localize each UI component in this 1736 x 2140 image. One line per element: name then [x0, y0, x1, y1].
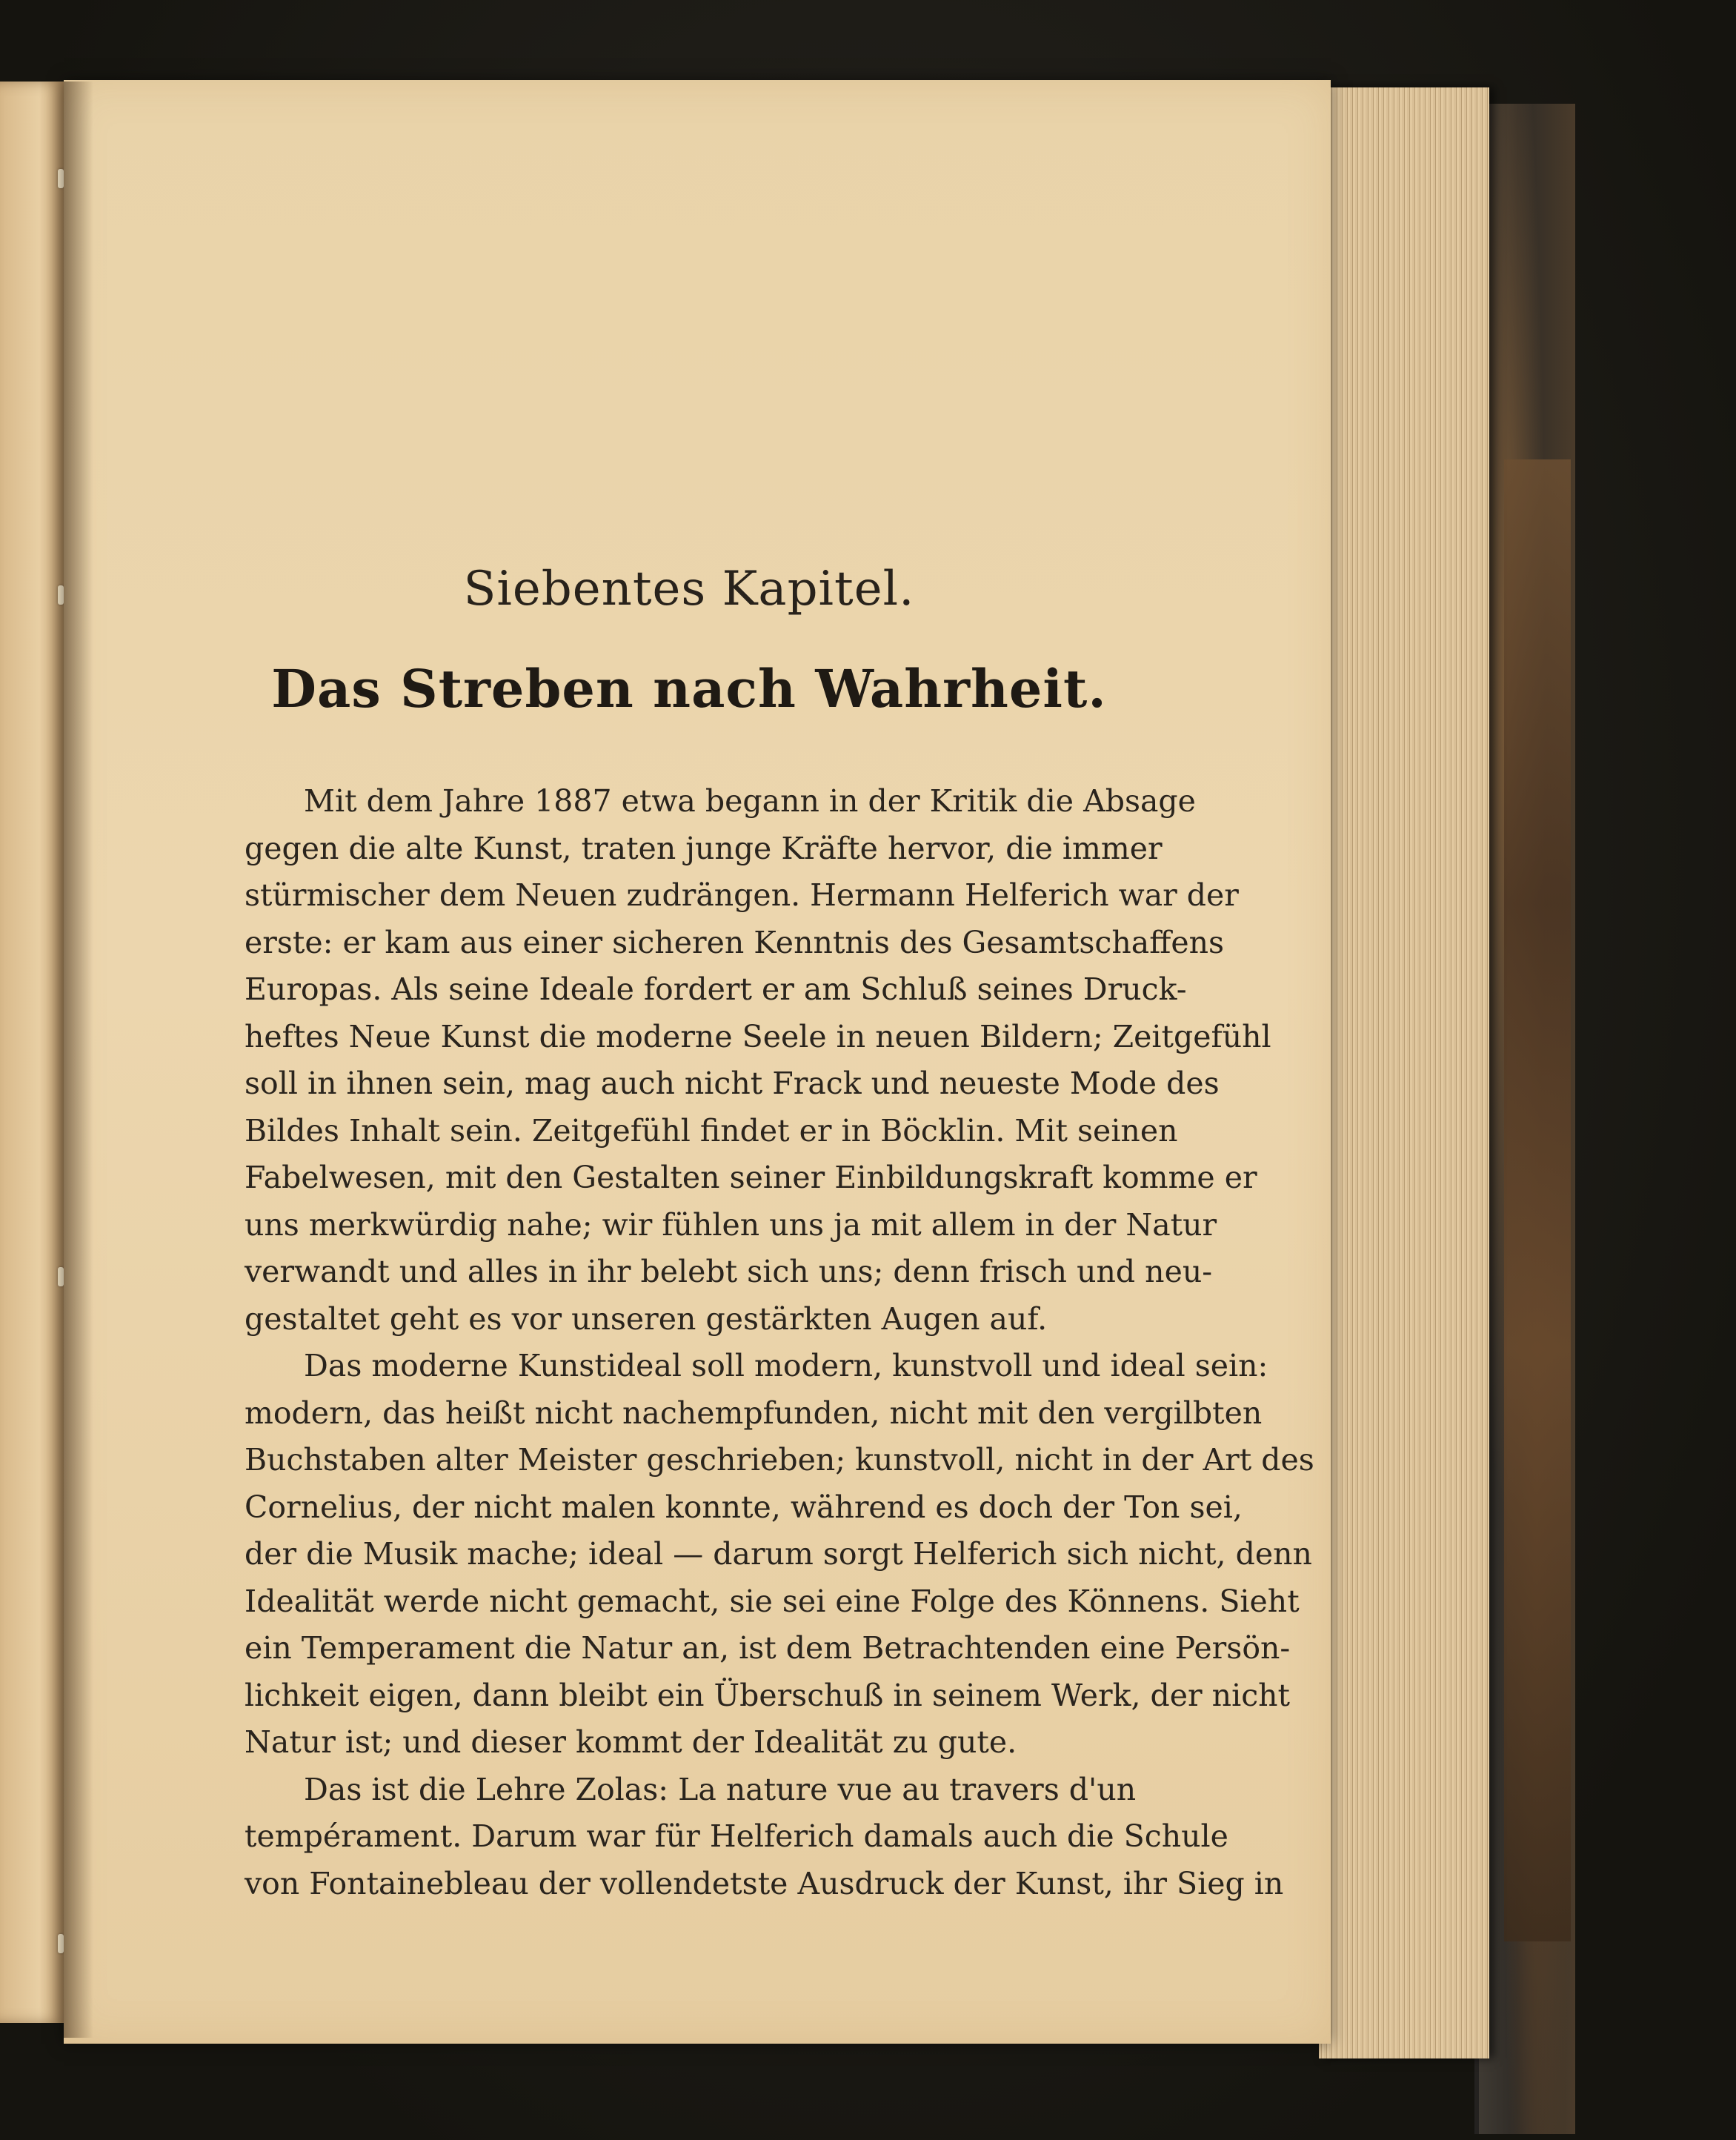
paragraph-1 [245, 778, 1271, 1343]
text-line: Bildes Inhalt sein. Zeitgefühl findet er in Böcklin. Mit seinen [245, 1112, 1178, 1149]
binding-stitch [58, 169, 64, 188]
binding-stitch [58, 1267, 64, 1286]
text-line: Das moderne Kunstideal soll modern, kunstvoll und ideal sein: [304, 1348, 1268, 1383]
text-line: Das ist die Lehre Zolas: La nature vue au travers d'un [304, 1771, 1137, 1807]
paragraph-2 [245, 1343, 1314, 1767]
text-line: stürmischer dem Neuen zudrängen. Hermann Helferich war der [245, 877, 1239, 913]
gutter-shadow [64, 82, 93, 2038]
text-line: tempérament. Darum war für Helferich damals auch die Schule [245, 1818, 1228, 1854]
text-line: gestaltet geht es vor unseren gestärkten Augen auf. [245, 1300, 1048, 1337]
page-edges [1319, 87, 1489, 2058]
text-line: Buchstaben alter Meister geschrieben; kunstvoll, nicht in der Art des [245, 1442, 1314, 1478]
text-line: Idealität werde nicht gemacht, sie sei eine Folge des Könnens. Sieht [245, 1583, 1300, 1619]
text-line: Cornelius, der nicht malen konnte, während es doch der Ton sei, [245, 1489, 1243, 1525]
text-line: Mit dem Jahre 1887 etwa begann in der Kritik die Absage [304, 783, 1196, 819]
text-line: uns merkwürdig nahe; wir fühlen uns ja mit allem in der Natur [245, 1206, 1217, 1243]
chapter-title: Das Streben nach Wahrheit. [271, 658, 1107, 720]
text-line: ein Temperament die Natur an, ist dem Betrachtenden eine Persön- [245, 1630, 1291, 1666]
text-line: der die Musik mache; ideal — darum sorgt Helferich sich nicht, denn [245, 1536, 1312, 1572]
text-line: lichkeit eigen, dann bleibt ein Überschuß in seinem Werk, der nicht [245, 1677, 1291, 1713]
body-text [245, 778, 1314, 1907]
text-line: verwandt und alles in ihr belebt sich uns; denn frisch und neu- [245, 1254, 1213, 1289]
left-facing-page [0, 82, 65, 2023]
binding-stitch [58, 585, 64, 605]
text-line: modern, das heißt nicht nachempfunden, nicht mit den vergilbten [245, 1395, 1263, 1431]
marbled-cover-edge [1504, 459, 1571, 1941]
text-line: gegen die alte Kunst, traten junge Kräfte hervor, die immer [245, 830, 1163, 866]
text-line: von Fontainebleau der vollendetste Ausdruck der Kunst, ihr Sieg in [245, 1865, 1284, 1901]
paragraph-3 [245, 1767, 1284, 1908]
chapter-label: Siebentes Kapitel. [463, 562, 915, 617]
right-page [64, 80, 1331, 2044]
text-line: Natur ist; und dieser kommt der Idealität zu gute. [245, 1724, 1017, 1760]
text-line: Europas. Als seine Ideale fordert er am Schluß seines Druck- [245, 971, 1187, 1007]
text-line: Fabelwesen, mit den Gestalten seiner Einbildungskraft komme er [245, 1160, 1257, 1195]
text-line: erste: er kam aus einer sicheren Kenntnis des Gesamtschaffens [245, 924, 1225, 960]
text-line: heftes Neue Kunst die moderne Seele in neuen Bildern; Zeitgefühl [245, 1018, 1271, 1054]
binding-stitch [58, 1934, 64, 1953]
text-line: soll in ihnen sein, mag auch nicht Frack und neueste Mode des [245, 1066, 1220, 1101]
